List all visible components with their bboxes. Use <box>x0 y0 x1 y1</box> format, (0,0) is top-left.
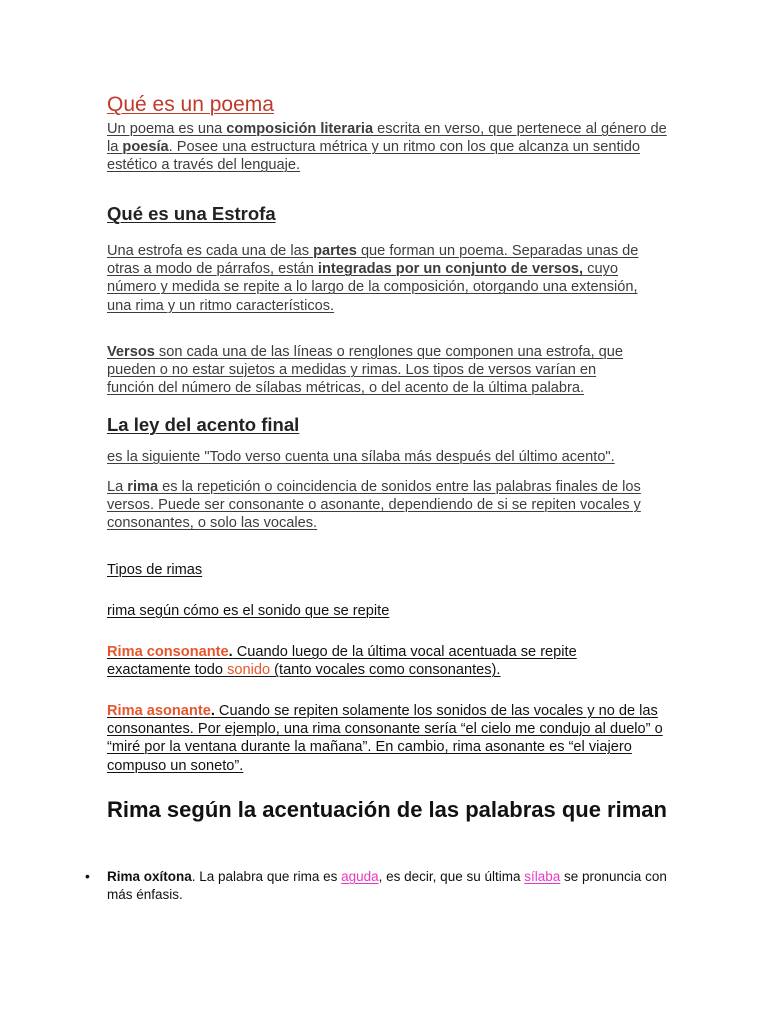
rima-asonante-text: Cuando se repiten solamente los sonidos de las vocales y no de las consonantes. Por ejemplo, una rima consonante sería “el cielo me condujo al duelo” o “miré por la ventana durante la mañana”. En cambio, rima asonante es “el viajero compuso un soneto”. <box>107 703 663 774</box>
silaba-link[interactable]: sílaba <box>524 869 561 884</box>
versos-bold: Versos <box>107 344 155 360</box>
heading-ley-del-acento-final: La ley del acento final <box>107 414 300 435</box>
tipos-de-rimas-label: Tipos de rimas <box>107 562 203 578</box>
rima-consonante-term: Rima consonante <box>107 644 229 660</box>
estrofa-bold-partes: partes <box>313 243 357 259</box>
estrofa-bold-integradas: integradas por un conjunto de versos, <box>317 261 584 278</box>
rima-consonante-dot: . <box>228 644 233 660</box>
heading-rima-segun-acentuacion: Rima según la acentuación de las palabras que riman <box>107 797 667 822</box>
ley-paragraph: es la siguiente "Todo verso cuenta una sílaba más después del último acento". <box>107 449 615 465</box>
poema-bold-poesia: poesía <box>122 139 169 156</box>
rima-segun-sonido-label: rima según cómo es el sonido que se repite <box>107 603 390 619</box>
rima-text-1: La <box>107 479 128 495</box>
rima-asonante-term: Rima asonante <box>107 703 211 719</box>
rima-bold: rima <box>127 479 159 495</box>
rima-consonante-text-1: Cuando luego de la última vocal acentuada se repite exactamente todo <box>107 644 577 679</box>
poema-text-1: Un poema es una <box>107 121 227 137</box>
versos-text: son cada una de las líneas o renglones que componen una estrofa, que pueden o no estar sujetos a medidas y rimas. Los tipos de versos varían en función del número de sílabas métricas, o del acento de la última palabra. <box>107 344 624 397</box>
poema-text-3: . Posee una estructura métrica y un ritmo con los que alcanza un sentido estético a través del lenguaje. <box>107 139 640 174</box>
estrofa-text-1: Una estrofa es cada una de las <box>107 243 314 259</box>
rima-oxitona-text-3: se pronuncia con más énfasis. <box>107 869 667 902</box>
versos-paragraph <box>107 343 647 398</box>
rima-oxitona-text-1: . La palabra que rima es <box>191 869 342 884</box>
rima-paragraph <box>107 478 663 533</box>
rima-text-2: es la repetición o coincidencia de sonidos entre las palabras finales de los versos. Puede ser consonante o asonante, dependiendo de si se repiten vocales y consonantes, o solo las vocales. <box>107 479 641 532</box>
estrofa-text-3: cuyo número y medida se repite a lo largo de la composición, otorgando una extensión, una rima y un ritmo característicos. <box>107 261 638 314</box>
rima-asonante-dot: . <box>210 703 215 719</box>
rima-consonante-text-2: (tanto vocales como consonantes). <box>270 662 501 679</box>
rima-consonante-paragraph <box>107 643 603 679</box>
estrofa-text-2: que forman un poema. Separadas unas de otras a modo de párrafos, están <box>107 243 639 278</box>
poema-text-2: escrita en verso, que pertenece al género de la <box>107 121 667 156</box>
estrofa-paragraph <box>107 242 663 315</box>
poema-bold-composicion: composición literaria <box>226 121 374 137</box>
rima-oxitona-bold: Rima oxítona <box>107 869 192 884</box>
rima-asonante-paragraph <box>107 702 663 775</box>
bullet-icon: • <box>85 868 90 884</box>
rima-oxitona-text-2: , es decir, que su última <box>378 869 525 884</box>
rima-oxitona-paragraph <box>107 868 667 904</box>
heading-que-es-una-estrofa: Qué es una Estrofa <box>107 203 276 224</box>
sonido-link[interactable]: sonido <box>227 662 271 679</box>
aguda-link[interactable]: aguda <box>341 869 379 884</box>
poema-paragraph <box>107 120 669 175</box>
heading-que-es-un-poema: Qué es un poema <box>107 93 274 116</box>
